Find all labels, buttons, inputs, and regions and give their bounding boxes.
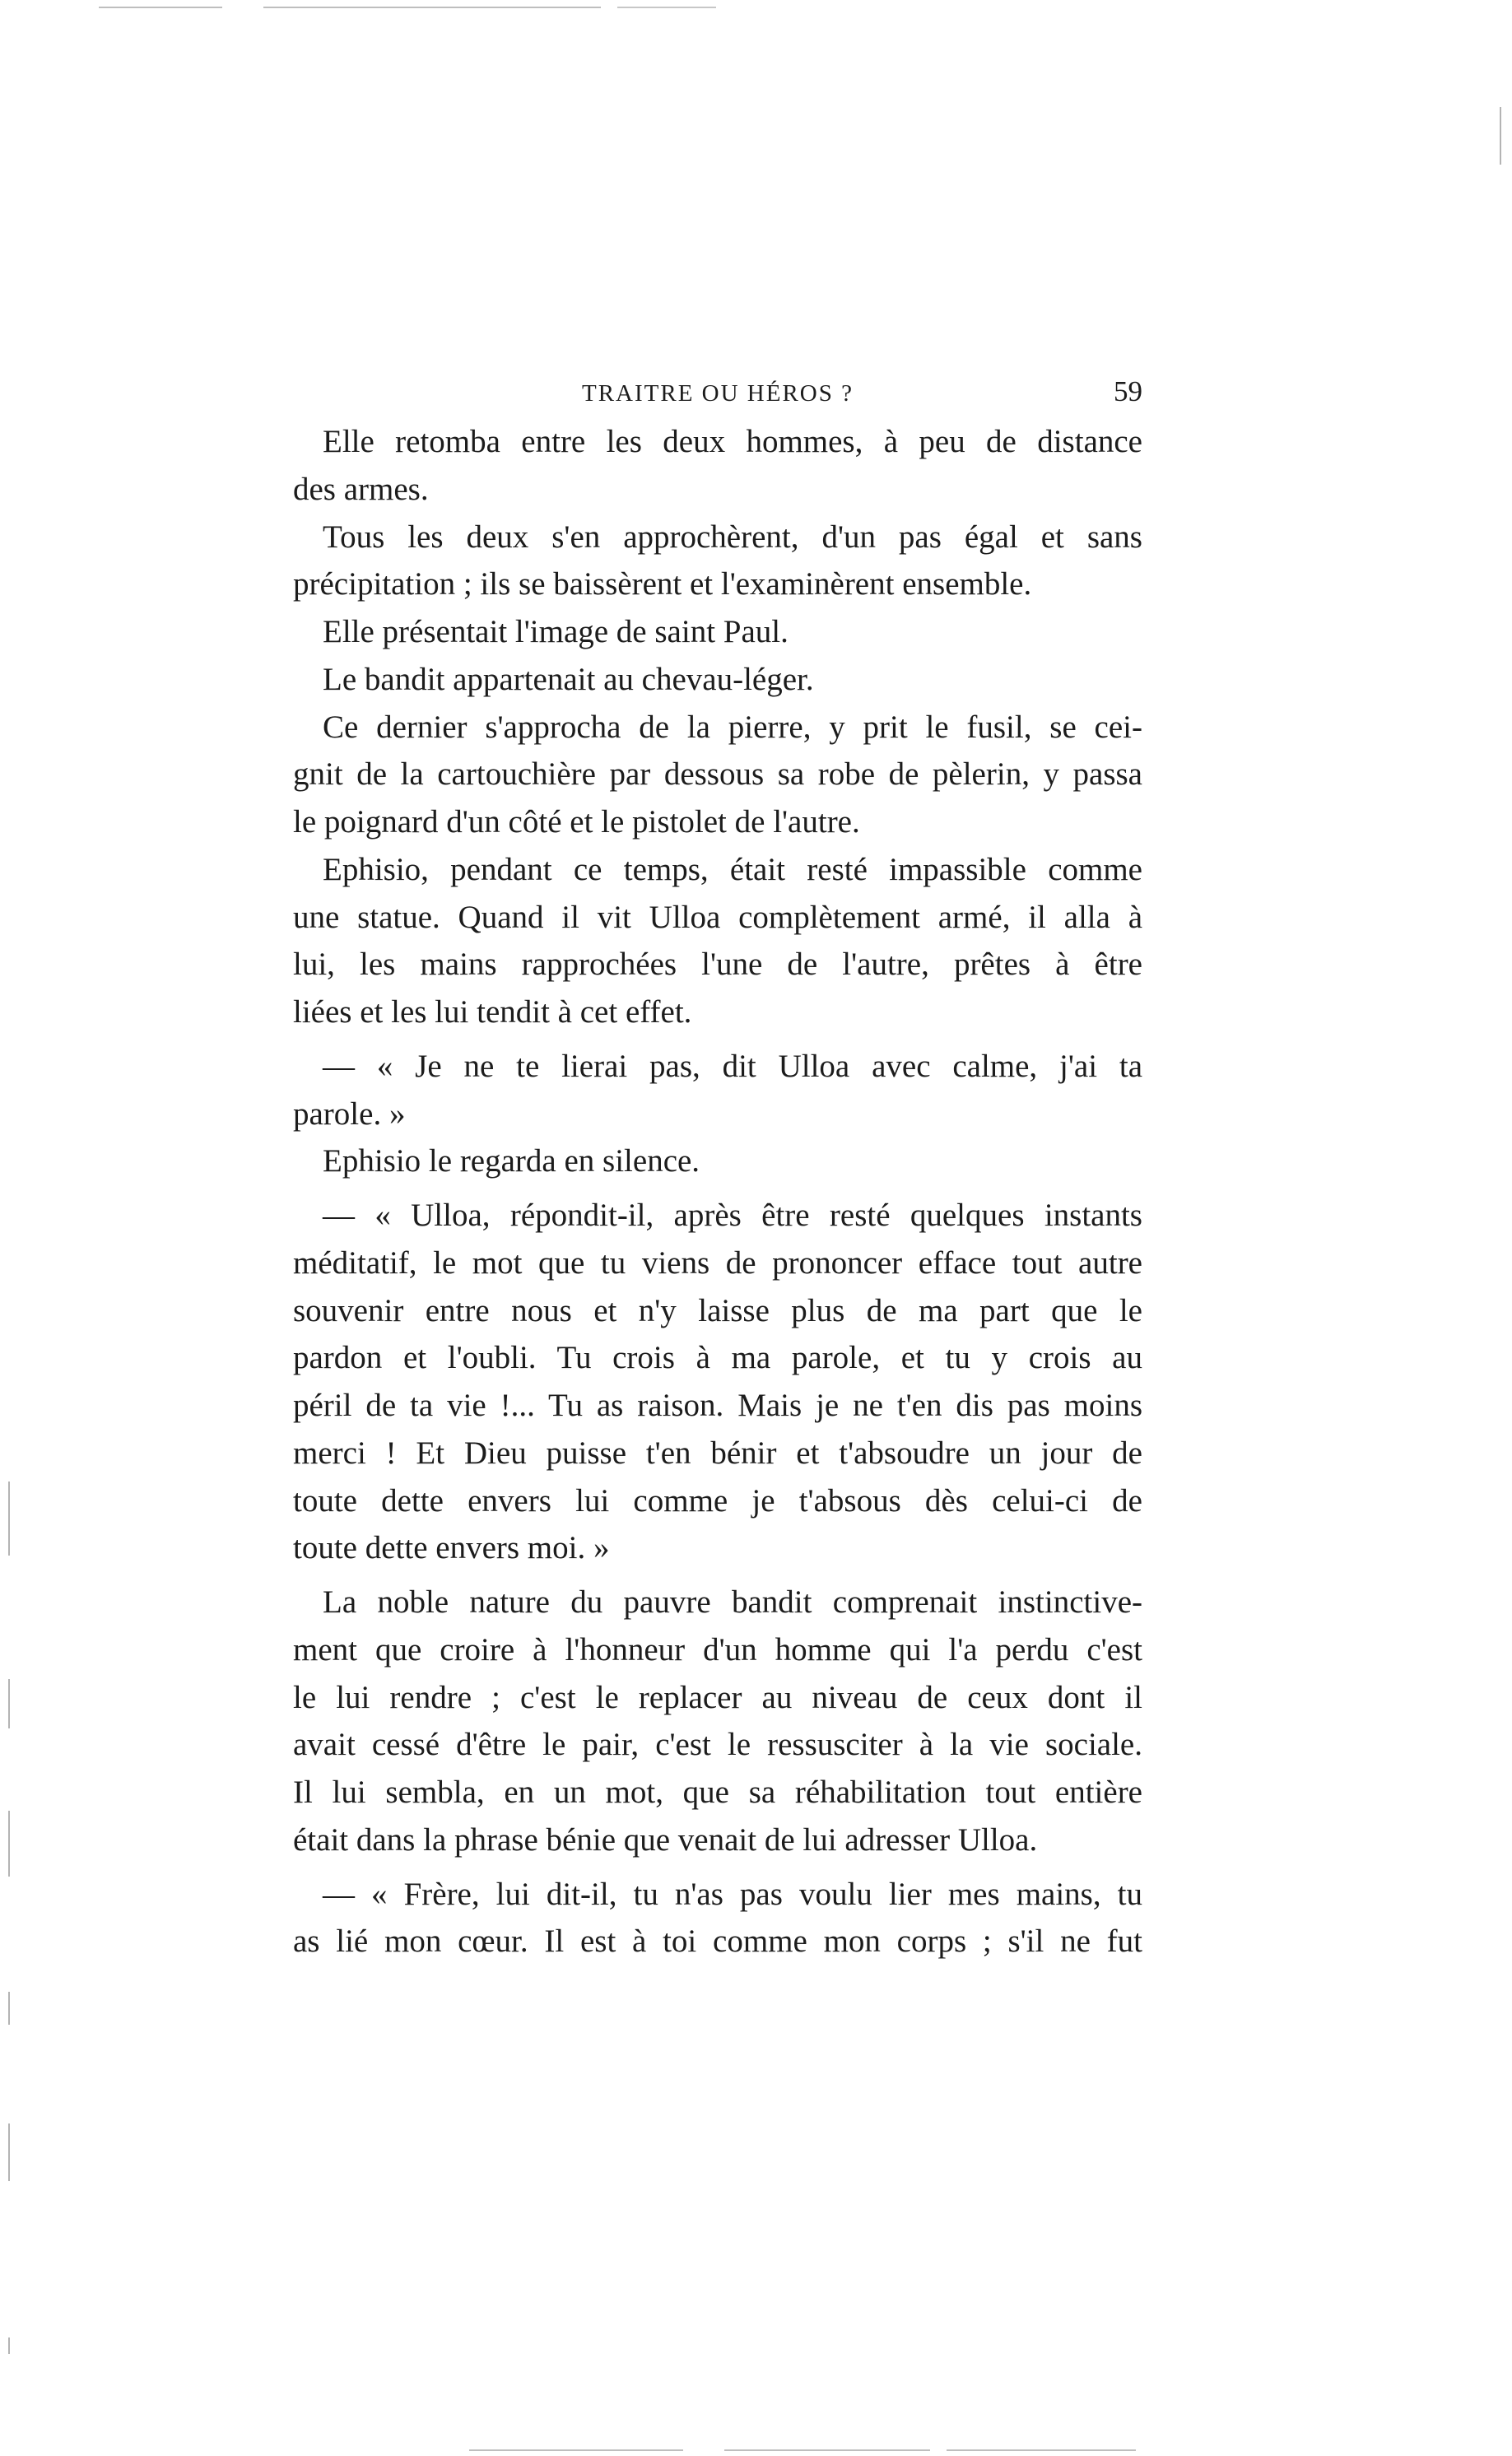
text-line: merci ! Et Dieu puisse t'en bénir et t'absoudre un jour de (293, 1435, 1142, 1471)
text-line: une statue. Quand il vit Ulloa complètement armé, il alla à (293, 899, 1142, 935)
scan-edge-line (8, 2337, 10, 2354)
text-line: avait cessé d'être le pair, c'est le ressusciter à la vie sociale. (293, 1727, 1142, 1763)
body-text (293, 418, 1142, 1965)
text-line: Ephisio le regarda en silence. (323, 1143, 700, 1179)
text-line: ment que croire à l'honneur d'un homme qui l'a perdu c'est (293, 1631, 1142, 1668)
text-line: toute dette envers moi. » (293, 1530, 610, 1566)
text-line: Il lui sembla, en un mot, que sa réhabilitation tout entière (293, 1775, 1142, 1810)
text-line: le lui rendre ; c'est le replacer au niveau de ceux dont il (293, 1679, 1142, 1715)
text-line: liées et les lui tendit à cet effet. (293, 994, 692, 1030)
text-line: Elle présentait l'image de saint Paul. (323, 614, 789, 649)
text-line: gnit de la cartouchière par dessous sa robe de pèlerin, y passa (293, 756, 1142, 793)
text-line: précipitation ; ils se baissèrent et l'examinèrent ensemble. (293, 566, 1032, 602)
text-line: était dans la phrase bénie que venait de lui adresser Ulloa. (293, 1821, 1038, 1858)
text-line: parole. » (293, 1095, 406, 1132)
scan-edge-line (263, 7, 395, 8)
scan-edge-line (947, 2449, 1136, 2451)
scan-edge-line (8, 1992, 10, 2025)
scan-edge-line (8, 1811, 10, 1877)
text-line: Elle retomba entre les deux hommes, à peu de distance (323, 424, 1142, 459)
text-line: le poignard d'un côté et le pistolet de l'autre. (293, 804, 860, 840)
text-line: toute dette envers lui comme je t'absous dès celui-ci de (293, 1482, 1142, 1519)
scan-edge-line (617, 7, 716, 8)
text-line: — « Frère, lui dit-il, tu n'as pas voulu lier mes mains, tu (323, 1876, 1142, 1912)
text-line: Le bandit appartenait au chevau-léger. (323, 661, 814, 697)
text-line: pardon et l'oubli. Tu crois à ma parole, et tu y crois au (293, 1340, 1142, 1376)
text-line: — « Ulloa, répondit-il, après être resté quelques instants (323, 1198, 1142, 1233)
text-line: péril de ta vie !... Tu as raison. Mais je ne t'en dis pas moins (293, 1388, 1142, 1423)
running-title: TRAITRE OU HÉROS ? (581, 380, 854, 407)
text-line: La noble nature du pauvre bandit comprenait instinctive- (323, 1584, 1142, 1620)
scan-edge-line (99, 7, 222, 8)
scan-edge-line (395, 7, 601, 8)
text-line: méditatif, le mot que tu viens de prononcer efface tout autre (293, 1244, 1142, 1281)
scan-edge-line (8, 1482, 10, 1556)
text-line: Tous les deux s'en approchèrent, d'un pas égal et sans (323, 519, 1142, 555)
scan-edge-line (8, 2123, 10, 2181)
text-line: Ce dernier s'approcha de la pierre, y prit le fusil, se cei- (323, 709, 1142, 745)
page-number: 59 (1114, 375, 1142, 407)
scan-edge-line (1500, 107, 1501, 165)
text-line: souvenir entre nous et n'y laisse plus de ma part que le (293, 1292, 1142, 1328)
scan-edge-line (8, 1679, 10, 1728)
scan-edge-line (469, 2449, 683, 2451)
page-header (293, 369, 1142, 418)
text-line: des armes. (293, 471, 429, 507)
text-line: — « Je ne te lierai pas, dit Ulloa avec calme, j'ai ta (323, 1048, 1142, 1084)
text-line: Ephisio, pendant ce temps, était resté impassible comme (323, 851, 1142, 887)
text-line: lui, les mains rapprochées l'une de l'autre, prêtes à être (293, 947, 1142, 983)
text-line: as lié mon cœur. Il est à toi comme mon corps ; s'il ne fut (293, 1923, 1142, 1960)
scan-edge-line (724, 2449, 930, 2451)
